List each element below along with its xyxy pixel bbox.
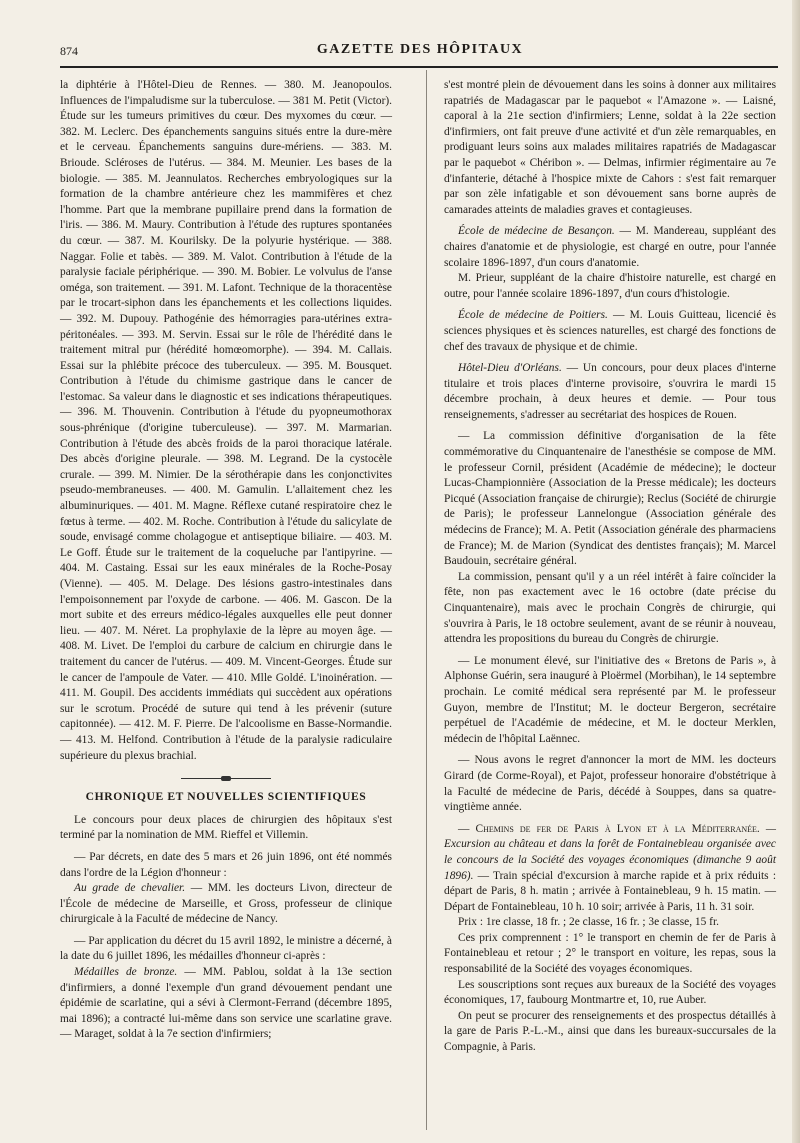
italic-lead: Au grade de chevalier. <box>74 882 186 895</box>
paragraph-text: — M. Louis Guitteau, licencié ès sciences physiques et ès sciences naturelles, est chargé des fonctions de chef des travaux de physique et de chimie. <box>444 309 776 353</box>
italic-lead: École de médecine de Besançon. <box>458 225 615 238</box>
page-header <box>60 38 780 62</box>
page-number: 874 <box>60 44 78 58</box>
column-divider <box>426 70 427 1130</box>
news-paragraph <box>444 224 776 271</box>
section-divider <box>181 778 271 779</box>
italic-lead: Médailles de bronze. <box>74 966 178 979</box>
news-paragraph <box>60 965 392 1043</box>
news-paragraph: Les souscriptions sont reçues aux bureaux de la Société des voyages économiques, 17, faubourg Montmartre et, 10, rue Auber. <box>444 978 776 1007</box>
paragraph-text: — MM. les docteurs Livon, directeur de l'École de médecine de Marseille, et Gross, professeur de clinique chirurgicale à la Faculté de médecine de Nancy. <box>60 882 393 926</box>
page-edge-shadow <box>792 0 800 1143</box>
paragraph-text: — MM. Pablou, soldat à la 13e section d'infirmiers, a donné l'exemple d'un grand dévouement pendant une épidémie de scarlatine, qui a sévi à Clermont-Ferrand (décembre 1895, mai 1896); a contracté lui-même dans son service une scarlatine grave. — Maraget, soldat à la 7e section d'infirmiers; <box>60 966 392 1041</box>
news-paragraph: — Par application du décret du 15 avril 1892, le ministre a décerné, à la date du 6 juillet 1896, les médailles d'honneur ci-après : <box>60 934 392 963</box>
italic-lead: — Excursion au château et dans la forêt de Fontainebleau organisée avec le concours de la Société des voyages économiques (dimanche 9 août 1896). <box>444 822 777 882</box>
news-paragraph: M. Prieur, suppléant de la chaire d'histoire naturelle, est chargé en outre, pour l'année scolaire 1896-1897, d'un cours d'histologie. <box>444 272 776 300</box>
news-paragraph: s'est montré plein de dévouement dans les soins à donner aux militaires rapatriés de Madagascar par le paquebot « l'Amazone ». — Laisné, caporal à la 21e section d'infirmiers; Lenne, soldat à la 22e section d'infirmiers, ont fait preuve d'une activité et d'un zèle remarquables, en prodiguant leurs soins aux malades militaires rapatriés de Madagascar par le paquebot « Chéribon ». — Delmas, infirmier régimentaire au 7e d'infanterie, détaché à l'hospice mixte de Cahors : s'est fait remarquer par son zèle infatigable et son dévouement sans borne auprès de camarades atteints de maladies graves et contagieuses. <box>444 79 776 216</box>
news-paragraph: Le concours pour deux places de chirurgien des hôpitaux s'est terminé par la nomination de MM. Rieffel et Villemin. <box>60 813 392 842</box>
journal-title: GAZETTE DES HÔPITAUX <box>316 42 524 57</box>
paragraph-text: — M. Mandereau, suppléant des chaires d'anatomie et de physiologie, est chargé en outre, pour l'année scolaire 1896-1897, d'un cours d'anatomie. <box>444 225 776 269</box>
news-paragraph <box>444 308 776 355</box>
left-column <box>60 78 392 1043</box>
news-paragraph: — Nous avons le regret d'annoncer la mort de MM. les docteurs Girard (de Corme-Royal), et Pajot, professeur honoraire d'obstétrique à la Faculté de médecine de Paris, décédé à Souppes, dans sa quatre-vingtième année. <box>444 754 776 814</box>
header-rule <box>60 66 778 68</box>
news-paragraph <box>60 881 392 928</box>
section-heading: CHRONIQUE ET NOUVELLES SCIENTIFIQUES <box>85 790 367 804</box>
thesis-list: la diphtérie à l'Hôtel-Dieu de Rennes. — 380. M. Jeanopoulos. Influences de l'impaludisme sur la tuberculose. — 381 M. Petit (Victor). Étude sur les tumeurs primitives du cœur. Des myxomes du cœur. — 382. M. Leclerc. Des épanchements sanguins situés entre la dure-mère et le cerveau. Épanchements sanguins dure-mériens. — 383. M. Brioude. Scléroses de l'utérus. — 384. M. Meunier. Les bases de la biologie. — 385. M. Jeannulatos. Recherches embryologiques sur la formation de la chambre antérieure chez les mammifères et chez l'homme. Part que la membrane pupillaire prend dans la formation de l'iris. — 386. M. Maury. Contribution à l'étude des ruptures spontanées du cœur. — 387. M. Kourilsky. De la polyurie hystérique. — 388. Naggar. Folie et tabès. — 389. M. Valot. Contribution à l'étude de la paralysie faciale périphérique. — 390. M. Bobier. Le volvulus de l'anse oméga, son traitement. — 391. M. Lafont. Technique de la thoracentèse par le trocart-siphon dans les épanchements et les collections liquides. — 392. M. Dupouy. Pathogénie des hémorragies para-utérines extra-péritonéales. — 393. M. Servin. Essai sur le rôle de l'hérédité dans le traitement mitral pur (hérédité homœomorphe). — 394. M. Callais. Essai sur la phlébite précoce des tuberculeux. — 395. M. Bousquet. Contribution à l'étude du chimisme gastrique dans le cancer de l'estomac. Sa valeur dans le diagnostic et ses indications thérapeutiques. — 396. M. Thouvenin. Contribution à l'étude du pyopneumothorax sous-phrénique (d'origine tuberculeuse). — 397. M. Marmarian. Contribution à l'étude des abcès froids de la paroi thoracique latérale. Des abcès d'origine pleurale. — 398. M. Legrand. De la cystocèle crurale. — 399. M. Nimier. De la sérothérapie dans les conjonctivites pseudo-membraneuses. — 400. M. Gamulin. L'allaitement chez les albuminuriques. — 401. M. Magne. Réflexe cutané respiratoire chez le fœtus à terme. — 402. M. Roche. Contribution à l'étude du salicylate de soude, envisagé comme cholagogue et antiseptique biliaire. — 403. M. Le Goff. Étude sur le traitement de la coqueluche par l'antipyrine. — 404. M. Castaing. Essai sur les eaux minérales de la Roche-Posay (Vienne). — 405. M. Delage. Des lésions gastro-intestinales dans l'empoisonnement par l'oxyde de carbone. — 406. M. Gascon. De la mort subite et des erreurs médico-légales auxquelles elle peut donner lieu. — 407. M. Néret. La prophylaxie de la lèpre au moyen âge. — 408. M. Livet. De l'emploi du carbure de calcium en chirurgie dans le traitement du cancer de l'utérus. — 409. M. Vincent-Georges. Étude sur le cancer de l'ampoule de Vater. — 410. Mlle Goldé. L'inoinération. — 411. M. Goupil. Des accidents immédiats qui succèdent aux opérations sur le scrotum. Procédé de suture qui tend à les prévenir (suture capitonnée). — 412. M. F. Pierre. De l'alcoolisme en Basse-Normandie. — 413. M. Helfond. Contribution à l'étude de la paralysie radiculaire supérieure du plexus brachial. <box>60 79 392 762</box>
news-paragraph: On peut se procurer des renseignements et des prospectus détaillés à la gare de Paris P.-L.-M., ainsi que dans les bureaux-succursales de la Compagnie, à Paris. <box>444 1009 776 1054</box>
news-paragraph: La commission, pensant qu'il y a un réel intérêt à faire coïncider la fête, non pas exactement avec le 16 octobre (date précise du Cinquantenaire), mais avec le prochain Congrès de chirurgie, qui s'ouvrira à Paris, le 18 octobre seulement, avant de se réunir à nouveau, attendra les propositions du bureau du Congrès de chirurgie. <box>444 570 776 646</box>
news-paragraph: — Par décrets, en date des 5 mars et 26 juin 1896, ont été nommés dans l'ordre de la Légion d'honneur : <box>60 850 392 879</box>
italic-lead: Hôtel-Dieu d'Orléans. <box>458 362 562 375</box>
paragraph-text: — Train spécial d'excursion à marche rapide et à prix réduits : départ de Paris, 8 h. matin ; arrivée à Fontainebleau, 9 h. 15 matin. — Départ de Fontainebleau, 10 h. 10 soir; arrivée à Paris, 11 h. 31 soir. <box>444 869 776 913</box>
paragraph-text: — Un concours, pour deux places d'interne titulaire et trois places d'interne provisoire, s'ouvrira le mardi 15 décembre prochain, à deux heures et demie. — Pour tous renseignements, s'adresser au secrétariat des hospices de Rouen. <box>444 362 776 421</box>
news-paragraph: Prix : 1re classe, 18 fr. ; 2e classe, 16 fr. ; 3e classe, 15 fr. <box>458 916 719 929</box>
news-paragraph <box>444 361 776 423</box>
news-paragraph: Ces prix comprennent : 1° le transport en chemin de fer de Paris à Fontainebleau et retour ; 2° le transport en voiture, les repas, sous la responsabilité de la Société des voyages économiques. <box>444 931 776 976</box>
small-caps-lead: — Chemins de fer de Paris à Lyon et à la Méditerranée. <box>458 822 760 835</box>
italic-lead: École de médecine de Poitiers. <box>458 309 608 322</box>
news-paragraph <box>444 822 776 916</box>
right-column <box>444 78 776 1056</box>
news-paragraph: — La commission définitive d'organisation de la fête commémorative du Cinquantenaire de l'anesthésie se compose de MM. le professeur Cornil, président (Académie de médecine); le docteur Lucas-Championnière (Association de la Presse médicale); les docteurs Picqué (Association française de chirurgie); Reclus (Société de chirurgie de Paris); le professeur Lannelongue (Association générale des médecins de France); M. A. Petit (Association générale des pharmaciens de France); M. de Marion (Syndicat des dentistes français); M. Marcel Baudouin, secrétaire général. <box>444 430 776 568</box>
news-paragraph: — Le monument élevé, sur l'initiative des « Bretons de Paris », à Alphonse Guérin, sera inauguré à Ploërmel (Morbihan), le 14 septembre prochain. Le comité médical sera représenté par M. le professeur Guyon, membre de l'Institut; M. le docteur Bergeron, secrétaire perpétuel de l'Académie de médecine, et M. le docteur Merklen, médecin de l'hôpital Laënnec. <box>444 654 776 745</box>
